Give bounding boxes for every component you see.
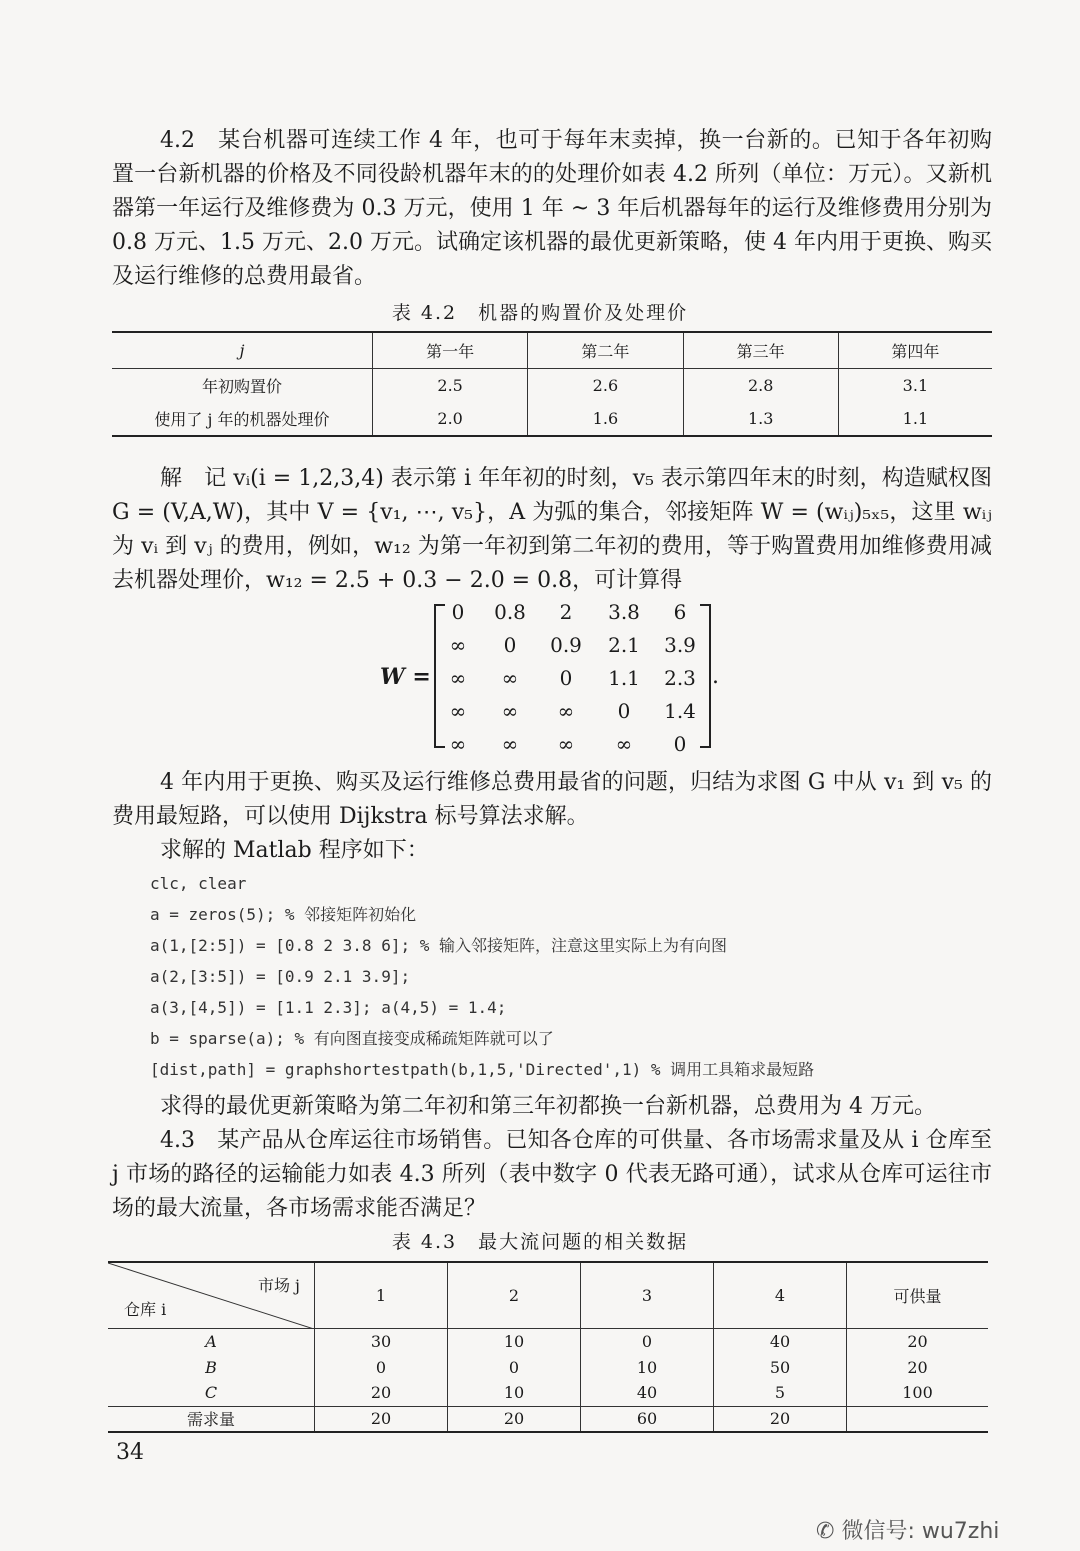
- matrix-cell: 3.9: [664, 633, 696, 657]
- table-cell: 60: [581, 1406, 714, 1432]
- table-4-2: [112, 331, 992, 437]
- matrix-cell: ∞: [449, 666, 467, 690]
- row-label: 年初购置价: [201, 376, 282, 396]
- matrix-cell: ∞: [557, 732, 575, 756]
- row-label: 需求量: [186, 1410, 235, 1430]
- matrix-cell: 0.8: [494, 600, 526, 624]
- matrix-cell: 6: [673, 600, 687, 624]
- table-cell: 20: [315, 1380, 448, 1406]
- table-cell: 20: [847, 1354, 989, 1380]
- matrix-cell: 1.1: [608, 666, 640, 690]
- table-cell: 3.1: [838, 368, 992, 402]
- header-cell: 4: [714, 1262, 847, 1328]
- matrix-cell: 2.3: [664, 666, 696, 690]
- code-line: [dist,path] = graphshortestpath(b,1,5,'Directed',1) % 调用工具箱求最短路: [150, 1060, 815, 1079]
- table-cell: 0: [581, 1328, 714, 1354]
- matrix-period: .: [712, 664, 719, 689]
- table-cell: 10: [448, 1380, 581, 1406]
- matrix-cell: 0: [451, 600, 465, 624]
- row-label: A: [205, 1331, 217, 1351]
- header-cell: 2: [448, 1262, 581, 1328]
- row-label: B: [205, 1357, 217, 1377]
- wechat-id: 微信号: wu7zhi: [841, 1519, 1000, 1544]
- table-cell: 40: [714, 1328, 847, 1354]
- table-cell: 1.6: [528, 402, 683, 436]
- code-line: b = sparse(a); % 有向图直接变成稀疏矩阵就可以了: [150, 1029, 554, 1048]
- matrix-cell: 0.9: [550, 633, 582, 657]
- table-cell: 5: [714, 1380, 847, 1406]
- table-cell: 1.1: [838, 402, 992, 436]
- solution-paragraph: 解 记 vᵢ(i = 1,2,3,4) 表示第 i 年年初的时刻，v₅ 表示第四年末的时刻，构造赋权图 G = (V,A,W)，其中 V = {v₁, ⋯, v₅}，A 为弧的集合，邻接矩阵 W = (wᵢⱼ)₅ₓ₅，这里 wᵢⱼ 为 vᵢ 到 vⱼ 的费用，例如，w₁₂ 为第一年初到第二年初的费用，等于购置费用加维修费用减去机器处理价，w₁₂ = 2.5 + 0.3 − 2.0 = 0.8，可计算得: [112, 466, 992, 593]
- code-line: a = zeros(5); % 邻接矩阵初始化: [150, 905, 417, 924]
- header-cell: 第三年: [683, 332, 838, 368]
- table-cell: 10: [581, 1354, 714, 1380]
- table-4-2-caption: 表 4.2 机器的购置价及处理价: [391, 302, 689, 324]
- matrix-cell: 0: [617, 699, 631, 723]
- table-cell: 1.3: [683, 402, 838, 436]
- table-cell: 20: [847, 1328, 989, 1354]
- table-row: [112, 402, 992, 436]
- header-cell: 3: [581, 1262, 714, 1328]
- table-row: [108, 1328, 988, 1354]
- table-cell: 100: [847, 1380, 989, 1406]
- table-4-3-caption: 表 4.3 最大流问题的相关数据: [391, 1231, 689, 1253]
- matrix-cell: ∞: [501, 666, 519, 690]
- code-line: a(2,[3:5]) = [0.9 2.1 3.9];: [150, 967, 411, 986]
- matrix-cell: 1.4: [664, 699, 696, 723]
- code-line: a(1,[2:5]) = [0.8 2 3.8 6]; % 输入邻接矩阵，注意这里实际上为有向图: [150, 936, 727, 955]
- demand-row: [108, 1406, 988, 1432]
- matrix-label: W =: [380, 664, 431, 690]
- code-line: clc, clear: [150, 874, 247, 893]
- matrix-cell: ∞: [501, 732, 519, 756]
- header-cell: 第一年: [373, 332, 528, 368]
- table-cell: 2.8: [683, 368, 838, 402]
- table-cell: 0: [448, 1354, 581, 1380]
- table-cell: 0: [315, 1354, 448, 1380]
- table-row: [108, 1354, 988, 1380]
- matrix-cell: ∞: [449, 699, 467, 723]
- header-cell: j: [239, 340, 245, 360]
- corner-top-label: 市场 j: [257, 1276, 300, 1295]
- problem-4-3-text: 4.3 某产品从仓库运往市场销售。已知各仓库的可供量、各市场需求量及从 i 仓库至 j 市场的路径的运输能力如表 4.3 所列（表中数字 0 代表无路可通），试求从仓库可运往市场的最大流量，各市场需求能否满足？: [112, 1128, 992, 1221]
- matrix-cell: ∞: [501, 699, 519, 723]
- matrix-cell: ∞: [449, 633, 467, 657]
- table-cell: 20: [448, 1406, 581, 1432]
- matrix-cell: 3.8: [608, 600, 640, 624]
- code-line: a(3,[4,5]) = [1.1 2.3]; a(4,5) = 1.4;: [150, 998, 507, 1017]
- matrix-cell: 0: [559, 666, 573, 690]
- matrix-cell: 0: [503, 633, 517, 657]
- matrix-cell: ∞: [557, 699, 575, 723]
- table-cell: 20: [315, 1406, 448, 1432]
- header-cell: 第四年: [838, 332, 992, 368]
- row-label: C: [204, 1383, 218, 1403]
- program-intro: 求解的 Matlab 程序如下：: [160, 838, 429, 863]
- table-cell: 40: [581, 1380, 714, 1406]
- wechat-icon: ✆: [816, 1519, 835, 1544]
- table-cell: 2.6: [528, 368, 683, 402]
- result-paragraph: 求得的最优更新策略为第二年初和第三年初都换一台新机器，总费用为 4 万元。: [160, 1094, 936, 1119]
- table-cell: 20: [714, 1406, 847, 1432]
- table-header-row: [108, 1262, 988, 1328]
- table-cell: 10: [448, 1328, 581, 1354]
- table-4-3: [108, 1261, 988, 1433]
- matrix-cell: 2: [559, 600, 573, 624]
- summary-paragraph: 4 年内用于更换、购买及运行维修总费用最省的问题，归结为求图 G 中从 v₁ 到 v₅ 的费用最短路，可以使用 Dijkstra 标号算法求解。: [112, 770, 992, 829]
- matrix-cell: ∞: [615, 732, 633, 756]
- problem-4-2-text: 4.2 某台机器可连续工作 4 年，也可于每年末卖掉，换一台新的。已知于各年初购置一台新机器的价格及不同役龄机器年末的的处理价如表 4.2 所列（单位：万元）。又新机器第一年运行及维修费为 0.3 万元，使用 1 年 ~ 3 年后机器每年的运行及维修费用分别为 0.8 万元、1.5 万元、2.0 万元。试确定该机器的最优更新策略，使 4 年内用于更换、购买及运行维修的总费用最省。: [112, 128, 992, 289]
- table-row: [112, 368, 992, 402]
- diagonal-header-cell: [108, 1262, 315, 1328]
- row-label: 使用了 j 年的机器处理价: [154, 410, 330, 429]
- table-cell: 30: [315, 1328, 448, 1354]
- corner-bottom-label: 仓库 i: [124, 1299, 167, 1319]
- table-cell: 2.0: [373, 402, 528, 436]
- matrix-cell: ∞: [449, 732, 467, 756]
- matrix-cell: 0: [673, 732, 687, 756]
- matlab-code: [150, 868, 814, 1085]
- matrix-cell: 2.1: [608, 633, 640, 657]
- table-cell: 2.5: [373, 368, 528, 402]
- table-cell: 50: [714, 1354, 847, 1380]
- wechat-watermark: [816, 1514, 999, 1545]
- header-cell: 第二年: [528, 332, 683, 368]
- header-cell: 可供量: [847, 1262, 989, 1328]
- header-cell: 1: [315, 1262, 448, 1328]
- table-header-row: [112, 332, 992, 368]
- table-cell: [847, 1406, 989, 1432]
- page-number: 34: [116, 1440, 144, 1465]
- table-row: [108, 1380, 988, 1406]
